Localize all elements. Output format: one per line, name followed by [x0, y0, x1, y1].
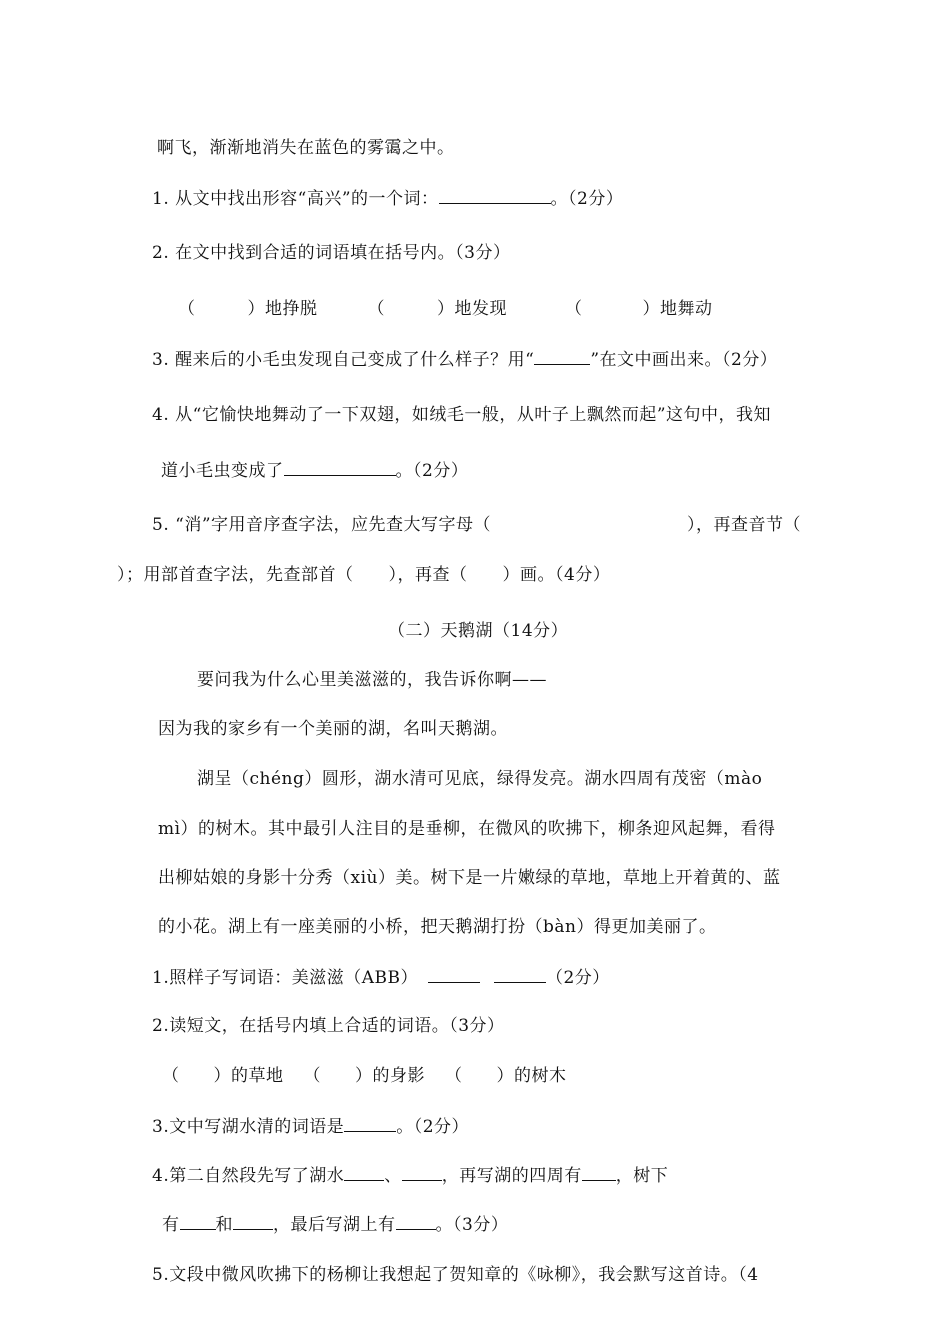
passage-line: 的小花。湖上有一座美丽的小桥，把天鹅湖打扮（bàn）得更加美丽了。 [158, 917, 717, 937]
question-text: ，最后写湖上有 [273, 1215, 396, 1235]
question-2-1 [152, 966, 610, 989]
question-5-line-2: ）；用部首查字法，先查部首（ ），再查（ ）画。（4分） [117, 565, 611, 585]
fill-item-3: 的树木 [514, 1066, 567, 1086]
fill-item-1: 的草地 [231, 1066, 284, 1086]
answer-blank[interactable] [344, 1164, 384, 1181]
question-text: 和 [215, 1215, 233, 1235]
question-4-points: 。（2分） [395, 461, 469, 481]
paren-close: ） [437, 299, 455, 319]
paren-close: ） [355, 1066, 373, 1086]
question-1 [152, 187, 623, 210]
question-2-2: 2.读短文，在括号内填上合适的词语。（3分） [152, 1016, 505, 1036]
answer-blank[interactable] [396, 1213, 436, 1230]
question-4-line-2 [161, 459, 468, 482]
question-2-fill-row [178, 298, 713, 320]
answer-blank[interactable] [402, 1164, 442, 1181]
paren-open: （ [162, 1066, 180, 1086]
question-3 [152, 348, 777, 371]
fill-item-1: 地挣脱 [265, 299, 318, 319]
paren-open: （ [303, 1066, 321, 1086]
paren-open: （ [565, 299, 583, 319]
question-points: 。（3分） [435, 1215, 509, 1235]
answer-blank[interactable] [439, 187, 551, 204]
passage-line: 要问我为什么心里美滋滋的，我告诉你啊—— [197, 670, 547, 690]
fill-item-2: 的身影 [372, 1066, 425, 1086]
question-2: 2. 在文中找到合适的词语填在括号内。（3分） [152, 243, 511, 263]
question-2-3 [152, 1115, 469, 1138]
question-text: 1.照样子写词语：美滋滋（ABB） [152, 968, 418, 988]
answer-blank[interactable] [284, 459, 396, 476]
question-2-4-line-2 [162, 1213, 508, 1236]
question-1-points: 。（2分） [550, 189, 624, 209]
paren-close: ） [213, 1066, 231, 1086]
question-4-text: 道小毛虫变成了 [161, 461, 284, 481]
question-text: 有 [162, 1215, 180, 1235]
question-5-line-1 [152, 514, 801, 536]
passage-line: 湖呈（chéng）圆形，湖水清可见底，绿得发亮。湖水四周有茂密（mào [197, 769, 763, 789]
question-4-line-1: 4. 从“它愉快地舞动了一下双翅，如绒毛一般，从叶子上飘然而起”这句中，我知 [152, 405, 772, 425]
answer-blank[interactable] [582, 1164, 616, 1181]
passage-line: 因为我的家乡有一个美丽的湖，名叫天鹅湖。 [158, 719, 508, 739]
question-text: 4.第二自然段先写了湖水 [152, 1166, 345, 1186]
question-text: ，树下 [615, 1166, 669, 1186]
question-text: 3.文中写湖水清的词语是 [152, 1117, 345, 1137]
section-title: （二）天鹅湖（14分） [388, 621, 569, 641]
paren-open: （ [178, 299, 196, 319]
paren-open: （ [367, 299, 385, 319]
fill-item-3: 地舞动 [660, 299, 713, 319]
passage-line: 出柳姑娘的身影十分秀（xiù）美。树下是一片嫩绿的草地，草地上开着黄的、蓝 [158, 868, 781, 888]
question-3-points: ”在文中画出来。（2分） [590, 350, 778, 370]
paren-close: ） [642, 299, 660, 319]
question-5-text-a: 5. “消”字用音序查字法，应先查大写字母（ [152, 515, 492, 535]
fill-item-2: 地发现 [454, 299, 507, 319]
answer-blank[interactable] [428, 966, 480, 983]
paren-close: ） [496, 1066, 514, 1086]
question-2-5: 5.文段中微风吹拂下的杨柳让我想起了贺知章的《咏柳》，我会默写这首诗。（4 [152, 1265, 759, 1285]
intro-tail: 啊飞，渐渐地消失在蓝色的雾霭之中。 [157, 138, 455, 158]
answer-blank[interactable] [233, 1213, 273, 1230]
passage-line: mì）的树木。其中最引人注目的是垂柳，在微风的吹拂下，柳条迎风起舞，看得 [158, 819, 776, 839]
question-3-text: 3. 醒来后的小毛虫发现自己变成了什么样子？用“ [152, 350, 535, 370]
question-points: 。（2分） [396, 1117, 470, 1137]
answer-blank[interactable] [494, 966, 546, 983]
paren-open: （ [445, 1066, 463, 1086]
question-text: ，再写湖的四周有 [441, 1166, 582, 1186]
answer-blank[interactable] [344, 1115, 396, 1132]
question-5-text-b: ），再查音节（ [687, 515, 802, 535]
question-1-text: 1. 从文中找出形容“高兴”的一个词： [152, 189, 439, 209]
question-2-2-fill-row [162, 1065, 567, 1087]
question-points: （2分） [545, 968, 610, 988]
question-text: 、 [384, 1166, 402, 1186]
paren-close: ） [247, 299, 265, 319]
question-2-4-line-1 [152, 1164, 668, 1187]
answer-blank[interactable] [180, 1213, 216, 1230]
underline-sample [534, 348, 590, 365]
